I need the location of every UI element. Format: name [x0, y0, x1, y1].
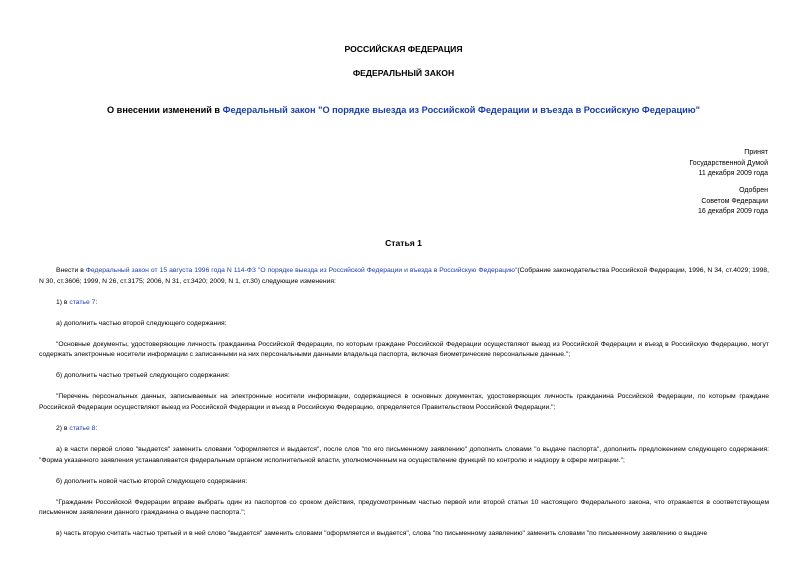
item-2b: б) дополнить новой частью второй следующего содержания:: [56, 477, 248, 485]
item-2-text: 2) в: [56, 425, 70, 433]
item-1a: а) дополнить частью второй следующего содержания:: [56, 319, 227, 327]
federal-law-link[interactable]: Федеральный закон от 15 августа 1996 года N 114-ФЗ "О порядке выезда из Российской Федерации и въезда в Российскую Федерацию": [85, 267, 518, 274]
adoption-line: Государственной Думой: [689, 159, 768, 167]
item-1b-quote: "Перечень персональных данных, записываемых на электронные носители информации, содержащиеся в основных документах, удостоверяющих личность гражданина Российской Федерации, по которым граждане Российской Федерации осуществляют выезд из Российской Федерации и въезд в Российскую Федерацию, определяется Правительством Российской Федерации.";: [39, 393, 769, 411]
adoption-date: 11 декабря 2009 года: [698, 170, 768, 178]
item-2-tail: :: [95, 425, 98, 433]
item-1: [39, 298, 769, 309]
approval-council-block: [568, 186, 768, 218]
article-7-link[interactable]: статье 7: [69, 298, 96, 306]
item-1-tail: :: [95, 298, 98, 306]
article-intro: [39, 266, 769, 287]
item-2a: а) в части первой слово "выдается" заменить словами "оформляется и выдается", после слов "по его письменному заявлению" дополнить словами "о выдаче паспорта", дополнить предложением следующего содержания: "Форма указанного заявления устанавливается федеральным органом исполнительной власти, уполномоченным на осуществление функций по контролю и надзору в сфере миграции.";: [39, 446, 769, 464]
item-2c: в) часть вторую считать частью третьей и в ней слово "выдается" заменить словами "оформляется и выдается", слова "по письменному заявлению" заменить словами "по письменному заявлению о выдаче: [56, 530, 708, 538]
intro-text: Внести в: [56, 267, 86, 274]
intro-text-tail: (Собрание законодательства Российской Федерации, 1996, N 34, ст.4029; 1998, N 30, ст.3606; 1999, N 26, ст.3175; 2006, N 31, ст.3420; 2009, N 1, ст.30) следующие изменения:: [39, 267, 769, 285]
law-title: [0, 105, 807, 115]
item-1-text: 1) в: [56, 298, 70, 306]
adoption-duma-block: [568, 148, 768, 180]
approval-line: Советом Федерации: [701, 197, 768, 205]
item-2b-quote: "Гражданин Российской Федерации вправе выбрать один из паспортов со сроком действия, предусмотренным частью первой или второй статьи 10 настоящего Федерального закона, что отражается в соответствующем письменном заявлении данного гражданина о выдаче паспорта.";: [39, 498, 769, 517]
amended-law-link[interactable]: Федеральный закон "О порядке выезда из Российской Федерации и въезда в Российскую Федерацию": [222, 105, 701, 115]
article-heading: Статья 1: [385, 238, 422, 248]
doc-type-heading: ФЕДЕРАЛЬНЫЙ ЗАКОН: [352, 68, 455, 78]
article-8-link[interactable]: статье 8: [69, 425, 96, 433]
item-2: [39, 424, 769, 435]
approval-line: Одобрен: [739, 187, 768, 194]
law-title-prefix: О внесении изменений в: [106, 105, 223, 115]
approval-date: 16 декабря 2009 года: [697, 208, 768, 216]
item-1a-quote: "Основные документы, удостоверяющие личность гражданина Российской Федерации, по которым граждане Российской Федерации осуществляют выезд из Российской Федерации и въезд в Российскую Федерацию, могут содержать электронные носители информации с записанными на них персональными данными владельца паспорта, включая биометрические персональные данные.";: [39, 340, 769, 359]
country-heading: РОССИЙСКАЯ ФЕДЕРАЦИЯ: [344, 44, 463, 54]
item-1b: б) дополнить частью третьей следующего содержания:: [56, 372, 230, 380]
article-body: [39, 266, 769, 551]
adoption-line: Принят: [744, 149, 768, 156]
